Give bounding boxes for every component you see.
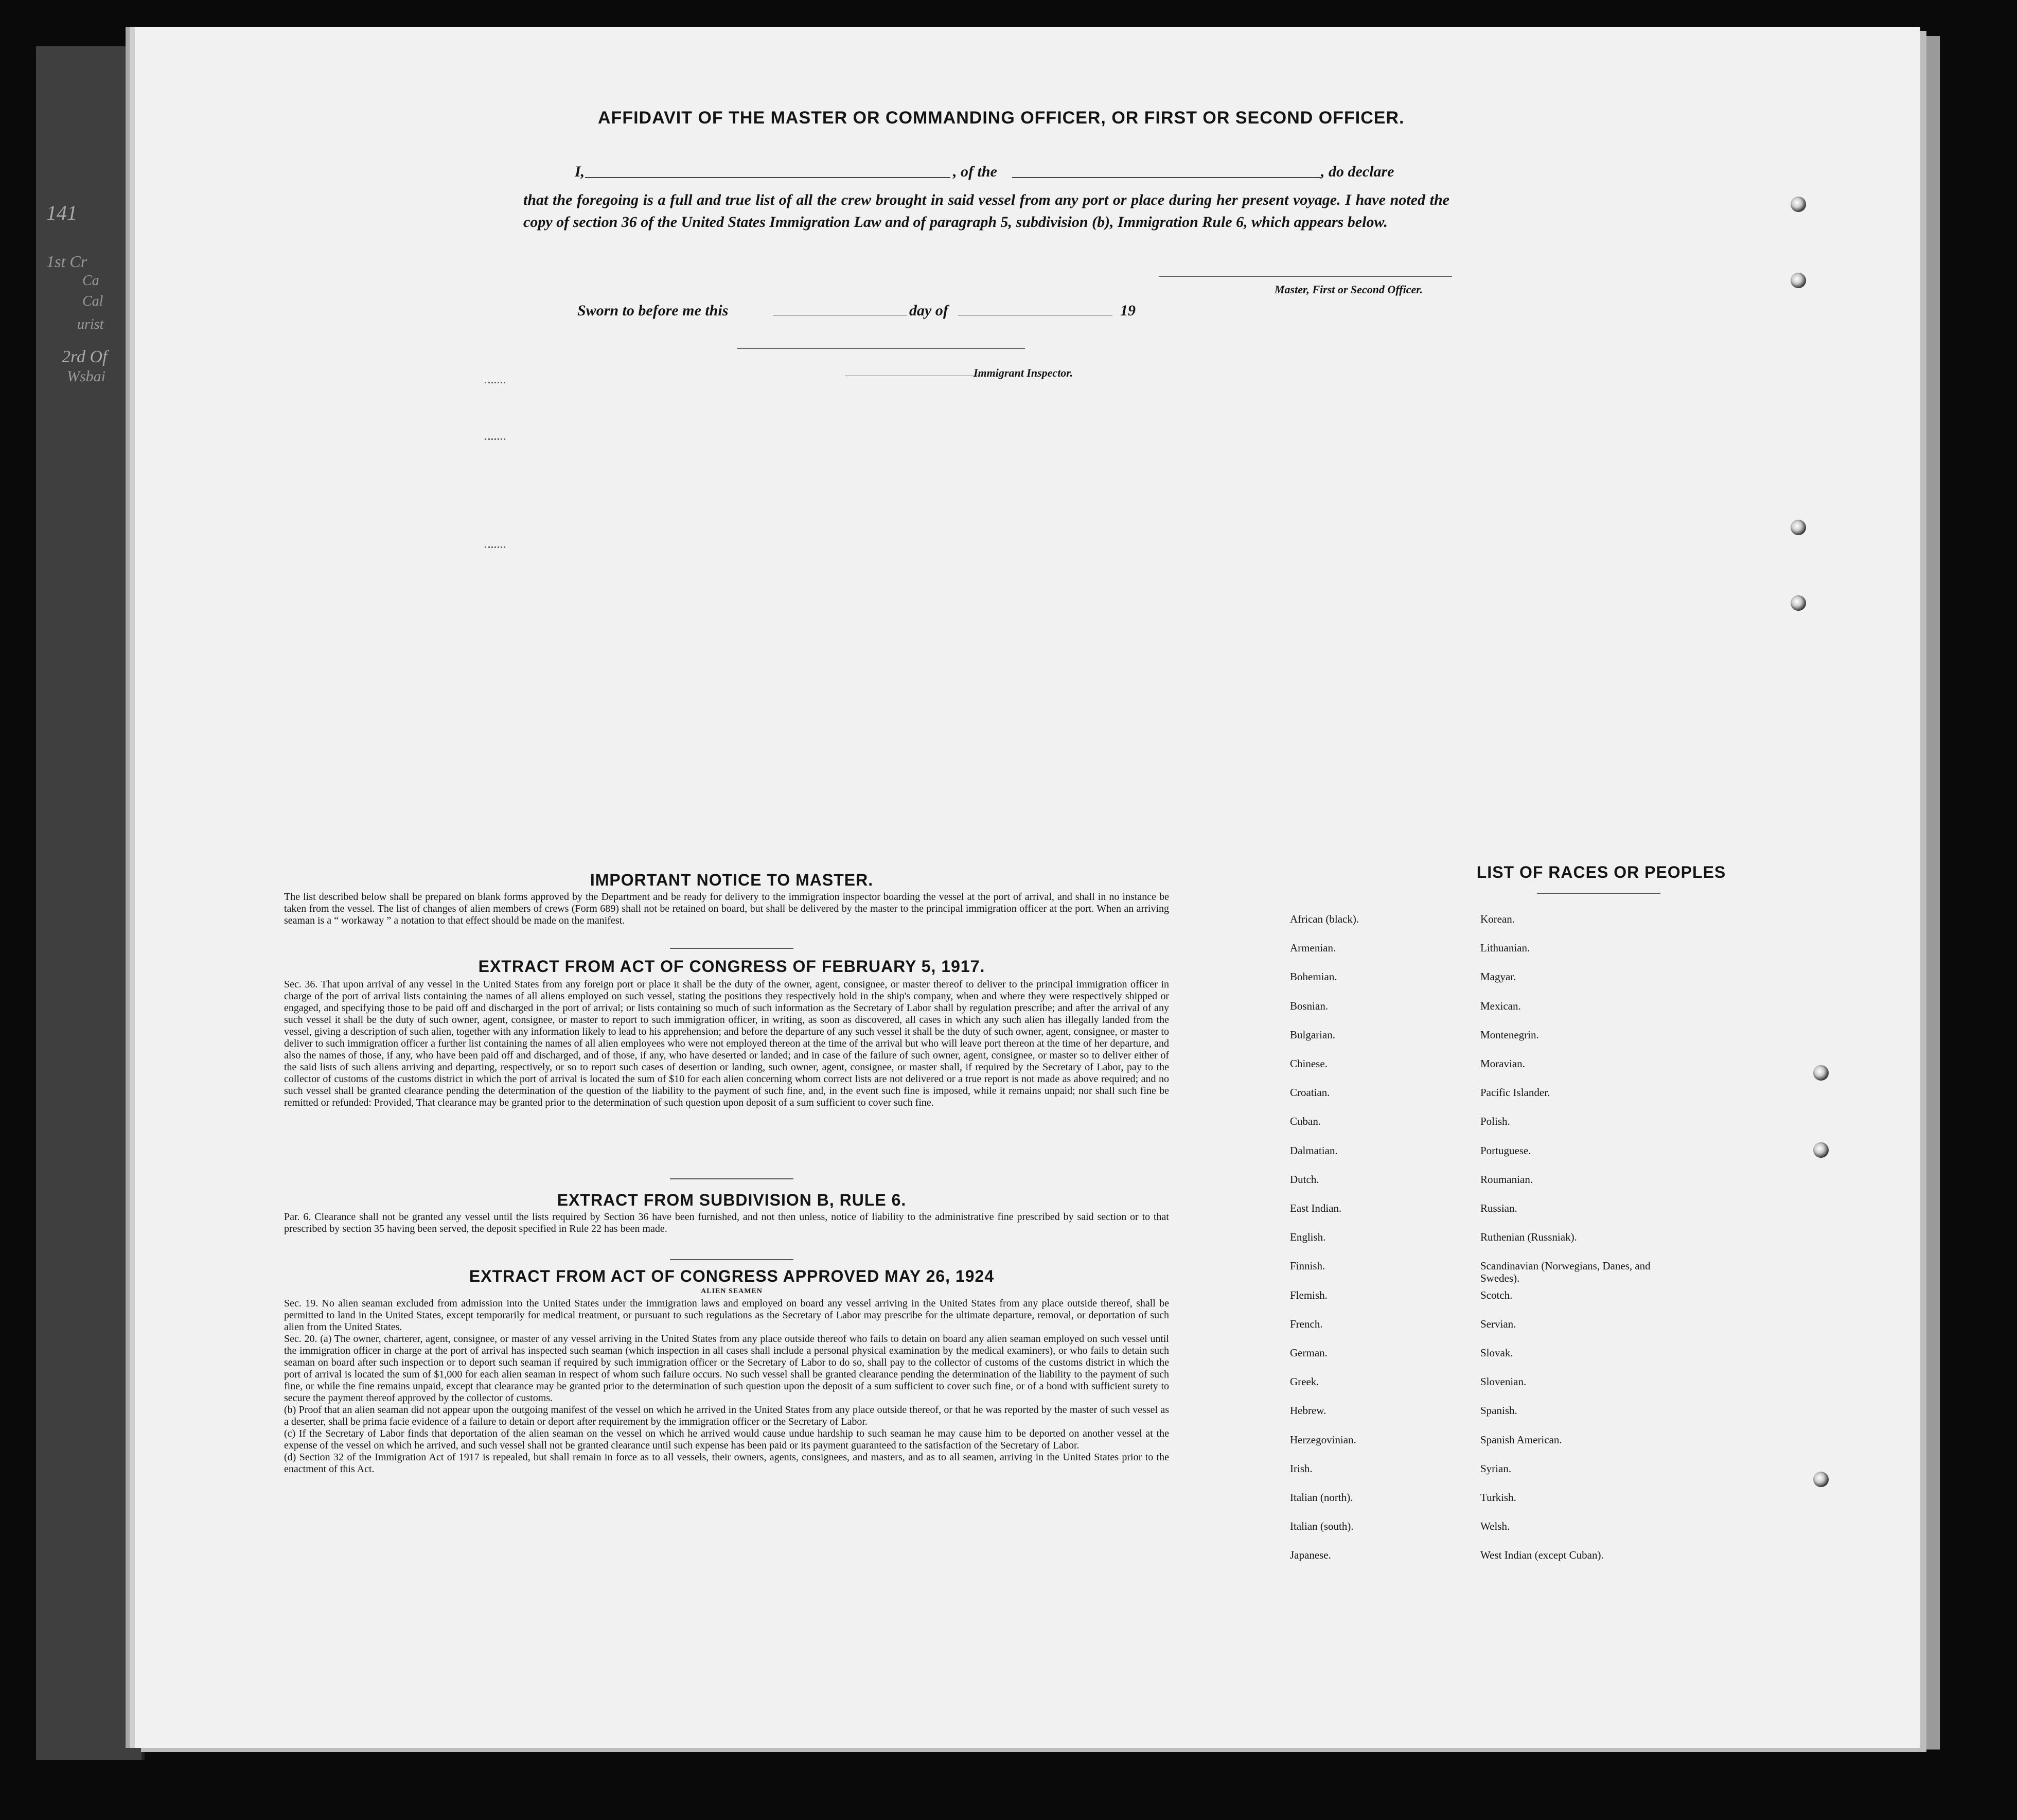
race-item: Herzegovinian. <box>1290 1433 1356 1446</box>
race-item: Korean. <box>1480 913 1515 925</box>
speck <box>485 382 505 383</box>
race-item: Pacific Islander. <box>1480 1086 1550 1099</box>
binding-strip <box>36 46 145 1760</box>
binder-hole <box>1791 273 1806 288</box>
margin-note-3: Cal <box>82 293 103 309</box>
extract-1917-body: Sec. 36. That upon arrival of any vessel in the United States from any foreign port or place it shall be the duty of the owner, agent, consignee, or master thereof to deliver to the principal immigration officer in charge of the port of arrival lists containing the names of all aliens employed on such vessel, stating the positions they respectively hold in the ship's company, when and where they were respectively shipped or engaged, and specifying those to be paid off and discharged in the port of arrival; or lists containing so much of such information as the Secretary of Labor shall by regulation prescribe; and after the arrival of any such vessel it shall be the duty of such owner, agent, consignee, or master to report to such immigration officer, in writing, as soon as discovered, all cases in which any such alien has illegally landed from the vessel, giving a description of such alien, together with any information likely to lead to his apprehension; and before the departure of any such vessel it shall be the duty of such owner, agent, consignee, or master to deliver to such immigration officer a further list containing the names of all alien employees who were not employed thereon at the time of the arrival but who will leave port thereon at the time of her departure, and also the names of those, if any, who have been paid off and discharged, and of those, if any, who have deserted or landed; and in case of the failure of such owner, agent, consignee, or master so to deliver either of the said lists of such aliens arriving and departing, respectively, or so to report such cases of desertion or landing, such owner, agent, consignee, or master shall, if required by the Secretary of Labor, pay to the collector of customs of the customs district in which the port of arrival is located the sum of $10 for each alien concerning whom correct lists are not delivered or a true report is not made as above required; and no such vessel shall be granted clearance pending the determination of the question of the liability to the payment of such fine, and, in the event such fine is imposed, while it remains unpaid; nor shall such fine be remitted or refunded: Provided, That clearance may be granted prior to the determination of such question upon deposit of a sum sufficient to cover such fine. <box>284 979 1169 1108</box>
binder-hole <box>1791 520 1806 535</box>
race-item: Dalmatian. <box>1290 1144 1338 1157</box>
race-item: English. <box>1290 1231 1326 1244</box>
race-item: Montenegrin. <box>1480 1028 1539 1041</box>
race-item: Bosnian. <box>1290 999 1329 1012</box>
notice-body: The list described below shall be prepared on blank forms approved by the Department and be ready for delivery to the immigration inspector boarding the vessel at the port of arrival, and shall in no instance be taken from the vessel. The list of changes of alien members of crews (Form 689) shall not be retained on board, but shall be delivered by the master to the principal immigration officer at the port. When an arriving seaman is a “ workaway ” a notation to that effect should be made on the manifest. <box>284 891 1169 926</box>
affidavit-of-the: , of the <box>953 163 997 180</box>
race-item: Syrian. <box>1480 1462 1512 1475</box>
name-blank <box>585 177 950 178</box>
margin-page-number: 141 <box>46 201 77 224</box>
margin-note-4: urist <box>77 316 104 332</box>
year-label: 19 <box>1120 302 1136 319</box>
race-item: Roumanian. <box>1480 1173 1533 1186</box>
race-item: Turkish. <box>1480 1491 1516 1504</box>
race-item: Flemish. <box>1290 1288 1328 1301</box>
margin-note-1: 1st Cr <box>46 252 87 271</box>
extract-1924-body: Sec. 19. No alien seaman excluded from admission into the United States under the immigration laws and employed on board any vessel arriving in the United States from any place outside thereof, shall be permitted to land in the United States, except temporarily for medical treatment, or pursuant to such regulations as the Secretary of Labor may prescribe for the ultimate departure, removal, or deportation of such alien from the United States. Sec. 20. (a) The owner, charterer, agent, consignee, or master of any vessel arriving in the United States from any place outside thereof who fails to detain on board any alien seaman employed on such vessel until the immigration officer in charge at the port of arrival has inspected such seaman (which inspection in all cases shall include a personal physical examination by the medical examiners), or who fails to detain such seaman on board after such inspection or to deport such seaman if required by such immigration officer or the Secretary of Labor to do so, shall pay to the collector of customs of the customs district in which the port of arrival is located the sum of $1,000 for each alien seaman in respect of whom such failure occurs. No such vessel shall be granted clearance pending the determination of the liability to the payment of such fine, or while the fine remains unpaid, except that clearance may be granted prior to the determination of such question upon the deposit of a sum sufficient to cover such fine, or of a bond with sufficient surety to secure the payment thereof approved by the collector of customs. (b) Proof that an alien seaman did not appear upon the outgoing manifest of the vessel on which he arrived in the United States from any place outside thereof, or that he was reported by the master of such vessel as a deserter, shall be prima facie evidence of a failure to detain or deport after requirement by the immigration officer or the Secretary of Labor. (c) If the Secretary of Labor finds that deportation of the alien seaman on the vessel on which he arrived would cause undue hardship to such seaman he may cause him to be deported on another vessel at the expense of the vessel on which he arrived, and such vessel shall not be granted clearance until such expense has been paid or its payment guaranteed to the satisfaction of the Secretary of Labor. (d) Section 32 of the Immigration Act of 1917 is repealed, but shall remain in force as to all vessels, their owners, agents, consignees, and masters, and as to all seamen, arriving in the United States prior to the enactment of this Act. <box>284 1298 1169 1475</box>
race-item: Dutch. <box>1290 1173 1319 1186</box>
binder-hole <box>1813 1472 1829 1487</box>
race-item: Irish. <box>1290 1462 1313 1475</box>
race-item: Spanish American. <box>1480 1433 1562 1446</box>
vessel-blank <box>1012 177 1321 178</box>
race-item: African (black). <box>1290 913 1359 925</box>
margin-note-2: Ca <box>82 273 99 289</box>
binder-hole <box>1813 1142 1829 1158</box>
race-item: Greek. <box>1290 1375 1319 1388</box>
race-item: Italian (south). <box>1290 1520 1354 1533</box>
race-item: West Indian (except Cuban). <box>1480 1549 1604 1562</box>
race-item: Ruthenian (Russniak). <box>1480 1231 1577 1244</box>
race-item: Polish. <box>1480 1115 1510 1128</box>
section-divider <box>670 1259 793 1260</box>
race-item: Chinese. <box>1290 1057 1328 1070</box>
affidavit-title: AFFIDAVIT OF THE MASTER OR COMMANDING OFFICER, OR FIRST OR SECOND OFFICER. <box>598 108 1405 128</box>
race-item: Mexican. <box>1480 999 1521 1012</box>
race-item: French. <box>1290 1317 1323 1330</box>
race-item: East Indian. <box>1290 1202 1342 1214</box>
margin-note-5: 2rd Of <box>62 347 108 366</box>
extract-1917-title: EXTRACT FROM ACT OF CONGRESS OF FEBRUARY 5, 1917. <box>478 957 985 976</box>
signature-line <box>1159 276 1452 277</box>
race-item: Japanese. <box>1290 1549 1331 1562</box>
margin-note-6: Wsbai <box>67 368 105 385</box>
extract-rule6-body: Par. 6. Clearance shall not be granted any vessel until the lists required by Section 36 have been furnished, and not then unless, notice of liability to the administrative fine prescribed by said section or to that prescribed by section 35 having been served, the deposit specified in Rule 22 has been made. <box>284 1211 1169 1234</box>
race-item: Italian (north). <box>1290 1491 1353 1504</box>
extract-1924-title: EXTRACT FROM ACT OF CONGRESS APPROVED MAY 26, 1924 <box>469 1267 995 1285</box>
race-item: Slovenian. <box>1480 1375 1527 1388</box>
race-item: German. <box>1290 1347 1328 1359</box>
race-item: Bulgarian. <box>1290 1028 1336 1041</box>
affidavit-body: that the foregoing is a full and true list of all the crew brought in said vessel from any port or place during her present voyage. I have noted the copy of section 36 of the United States Immigration Law and of paragraph 5, subdivision (b), Immigration Rule 6, which appears below. <box>523 191 1449 231</box>
race-item: Scotch. <box>1480 1288 1513 1301</box>
race-item: Magyar. <box>1480 970 1516 983</box>
signature-label: Master, First or Second Officer. <box>1275 283 1423 296</box>
binder-hole <box>1791 595 1806 611</box>
notice-title: IMPORTANT NOTICE TO MASTER. <box>590 871 874 889</box>
speck <box>485 438 505 440</box>
race-item: Welsh. <box>1480 1520 1510 1533</box>
sworn-text: Sworn to before me this <box>577 302 729 319</box>
extract-rule6-title: EXTRACT FROM SUBDIVISION B, RULE 6. <box>557 1191 907 1209</box>
affidavit-do-declare: , do declare <box>1321 163 1394 180</box>
binder-hole <box>1791 197 1806 212</box>
affidavit-i: I, <box>575 163 585 180</box>
extract-1924-subtitle: ALIEN SEAMEN <box>701 1287 763 1295</box>
speck <box>485 546 505 548</box>
section-divider <box>670 1178 793 1179</box>
race-item: Russian. <box>1480 1202 1517 1214</box>
race-item: Portuguese. <box>1480 1144 1531 1157</box>
inspector-label: Immigrant Inspector. <box>974 366 1073 379</box>
day-of-label: day of <box>909 302 948 319</box>
race-item: Hebrew. <box>1290 1404 1326 1417</box>
race-item: Spanish. <box>1480 1404 1517 1417</box>
race-item: Finnish. <box>1290 1260 1325 1273</box>
manifest-page <box>135 27 1920 1748</box>
race-item: Slovak. <box>1480 1347 1513 1359</box>
race-item: Cuban. <box>1290 1115 1321 1128</box>
race-item: Bohemian. <box>1290 970 1337 983</box>
races-title: LIST OF RACES OR PEOPLES <box>1476 863 1726 881</box>
race-item: Moravian. <box>1480 1057 1525 1070</box>
inspector-line <box>737 348 1025 349</box>
binder-hole <box>1813 1065 1829 1081</box>
section-divider <box>670 948 793 949</box>
race-item: Croatian. <box>1290 1086 1330 1099</box>
races-divider <box>1537 893 1660 894</box>
race-item: Lithuanian. <box>1480 942 1530 955</box>
race-item: Servian. <box>1480 1317 1516 1330</box>
race-item: Scandinavian (Norwegians, Danes, and Swedes). <box>1480 1260 1651 1285</box>
race-item: Armenian. <box>1290 942 1336 955</box>
